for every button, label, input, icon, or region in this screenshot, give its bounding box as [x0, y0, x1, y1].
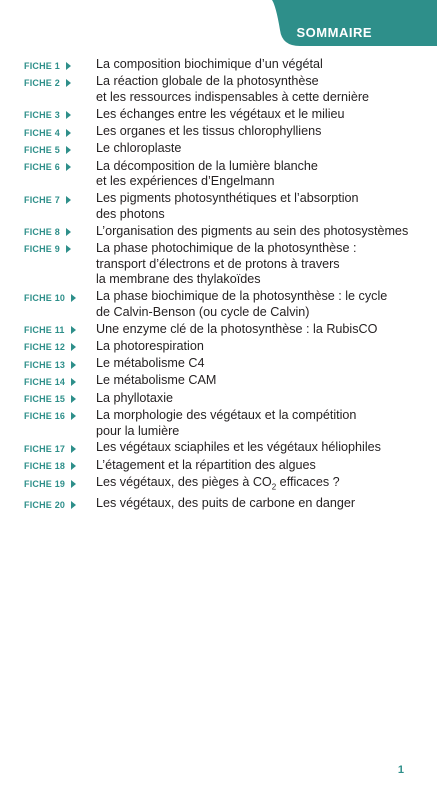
toc-entry[interactable] — [24, 57, 424, 73]
toc-fiche-marker — [24, 108, 96, 123]
arrow-icon — [71, 378, 76, 386]
fiche-label: FICHE 13 — [24, 359, 66, 370]
arrow-icon — [66, 146, 71, 154]
fiche-label: FICHE 5 — [24, 144, 60, 155]
toc-fiche-marker — [24, 75, 96, 90]
toc-title: L’étagement et la répartition des algues — [96, 457, 316, 472]
arrow-icon — [71, 361, 76, 369]
toc-fiche-marker — [24, 409, 96, 424]
fiche-label: FICHE 12 — [24, 342, 66, 353]
toc-fiche-marker — [24, 192, 96, 207]
fiche-label: FICHE 8 — [24, 227, 60, 238]
toc-fiche-marker — [24, 459, 96, 474]
toc-fiche-marker — [24, 242, 96, 257]
table-of-contents — [24, 57, 424, 514]
toc-title — [96, 475, 424, 495]
arrow-icon — [66, 228, 71, 236]
toc-title: Le métabolisme C4 — [96, 356, 205, 371]
toc-fiche-marker — [24, 374, 96, 389]
toc-title: La phyllotaxie — [96, 390, 174, 405]
toc-fiche-marker — [24, 497, 96, 512]
fiche-label: FICHE 20 — [24, 499, 66, 510]
fiche-label: FICHE 2 — [24, 77, 60, 88]
toc-fiche-marker — [24, 357, 96, 372]
toc-fiche-marker — [24, 392, 96, 407]
toc-fiche-marker — [24, 290, 96, 305]
toc-title: La morphologie des végétaux et la compétition pour la lumière — [96, 407, 357, 438]
arrow-icon — [71, 326, 76, 334]
fiche-label: FICHE 16 — [24, 411, 66, 422]
toc-fiche-marker — [24, 58, 96, 73]
fiche-label: FICHE 19 — [24, 478, 66, 489]
toc-title: Les végétaux, des puits de carbone en danger — [96, 496, 356, 511]
toc-entry[interactable] — [24, 339, 424, 355]
toc-fiche-marker — [24, 476, 96, 491]
fiche-label: FICHE 6 — [24, 162, 60, 173]
toc-fiche-marker — [24, 142, 96, 157]
arrow-icon — [66, 62, 71, 70]
toc-title: La photorespiration — [96, 338, 204, 353]
toc-fiche-marker — [24, 441, 96, 456]
arrow-icon — [66, 245, 71, 253]
toc-title: Les organes et les tissus chlorophylliens — [96, 124, 322, 139]
toc-entry[interactable] — [24, 496, 424, 512]
fiche-label: FICHE 1 — [24, 60, 60, 71]
toc-title-text-after: efficaces ? — [276, 475, 340, 490]
toc-title-text: Les végétaux, des pièges à CO — [96, 475, 272, 490]
arrow-icon — [66, 111, 71, 119]
toc-title: Les pigments photosynthétiques et l’absorption des photons — [96, 191, 359, 221]
toc-title: Une enzyme clé de la photosynthèse : la RubisCO — [96, 321, 378, 336]
toc-fiche-marker — [24, 160, 96, 175]
arrow-icon — [71, 462, 76, 470]
toc-entry[interactable] — [24, 107, 424, 123]
toc-fiche-marker — [24, 340, 96, 355]
page-number: 1 — [397, 764, 404, 776]
toc-entry[interactable] — [24, 475, 424, 495]
toc-title: La réaction globale de la photosynthèse et les ressources indispensables à cette dernière — [96, 74, 370, 104]
arrow-icon — [71, 480, 76, 488]
fiche-label: FICHE 4 — [24, 127, 60, 138]
toc-fiche-marker — [24, 225, 96, 240]
toc-entry[interactable] — [24, 373, 424, 389]
arrow-icon — [71, 412, 76, 420]
toc-title: La phase biochimique de la photosynthèse : le cycle de Calvin-Benson (ou cycle de Calvin) — [96, 289, 388, 319]
toc-entry[interactable] — [24, 408, 424, 439]
arrow-icon — [71, 445, 76, 453]
toc-title: La composition biochimique d’un végétal — [96, 57, 323, 71]
arrow-icon — [66, 79, 71, 87]
arrow-icon — [71, 501, 76, 509]
fiche-label: FICHE 17 — [24, 443, 66, 454]
fiche-label: FICHE 15 — [24, 394, 66, 405]
toc-fiche-marker — [24, 323, 96, 338]
fiche-label: FICHE 11 — [24, 325, 65, 335]
toc-title: Les échanges entre les végétaux et le milieu — [96, 106, 345, 121]
arrow-icon — [66, 196, 71, 204]
arrow-icon — [66, 163, 71, 171]
fiche-label: FICHE 9 — [24, 244, 60, 255]
toc-title: L’organisation des pigments au sein des photosystèmes — [96, 223, 409, 238]
fiche-label: FICHE 18 — [24, 461, 66, 472]
arrow-icon — [71, 343, 76, 351]
toc-title: La phase photochimique de la photosynthèse : transport d’électrons et de protons à travers la membrane des thylakoïdes — [96, 240, 357, 287]
header-tab — [0, 0, 437, 62]
toc-entry[interactable] — [24, 224, 424, 240]
toc-entry[interactable] — [24, 458, 424, 474]
toc-entry[interactable] — [24, 322, 424, 338]
fiche-label: FICHE 10 — [24, 292, 66, 303]
toc-entry[interactable] — [24, 356, 424, 372]
toc-entry[interactable] — [24, 440, 424, 456]
fiche-label: FICHE 7 — [24, 194, 60, 205]
toc-entry[interactable] — [24, 74, 424, 105]
toc-entry[interactable] — [24, 159, 424, 190]
toc-title: Le métabolisme CAM — [96, 373, 217, 388]
arrow-icon — [66, 129, 71, 137]
toc-entry[interactable] — [24, 141, 424, 157]
page-title: SOMMAIRE — [296, 25, 372, 40]
subscript: 2 — [271, 482, 277, 492]
toc-title: Les végétaux sciaphiles et les végétaux héliophiles — [96, 440, 381, 455]
arrow-icon — [71, 395, 76, 403]
toc-entry[interactable] — [24, 124, 424, 140]
toc-entry[interactable] — [24, 391, 424, 407]
toc-title: La décomposition de la lumière blanche et les expériences d’Engelmann — [96, 158, 318, 189]
toc-title: Le chloroplaste — [96, 141, 182, 156]
toc-fiche-marker — [24, 125, 96, 140]
toc-entry[interactable] — [24, 289, 424, 320]
arrow-icon — [71, 294, 76, 302]
toc-entry[interactable] — [24, 191, 424, 222]
toc-entry[interactable] — [24, 241, 424, 288]
fiche-label: FICHE 3 — [24, 110, 60, 121]
fiche-label: FICHE 14 — [24, 376, 66, 387]
